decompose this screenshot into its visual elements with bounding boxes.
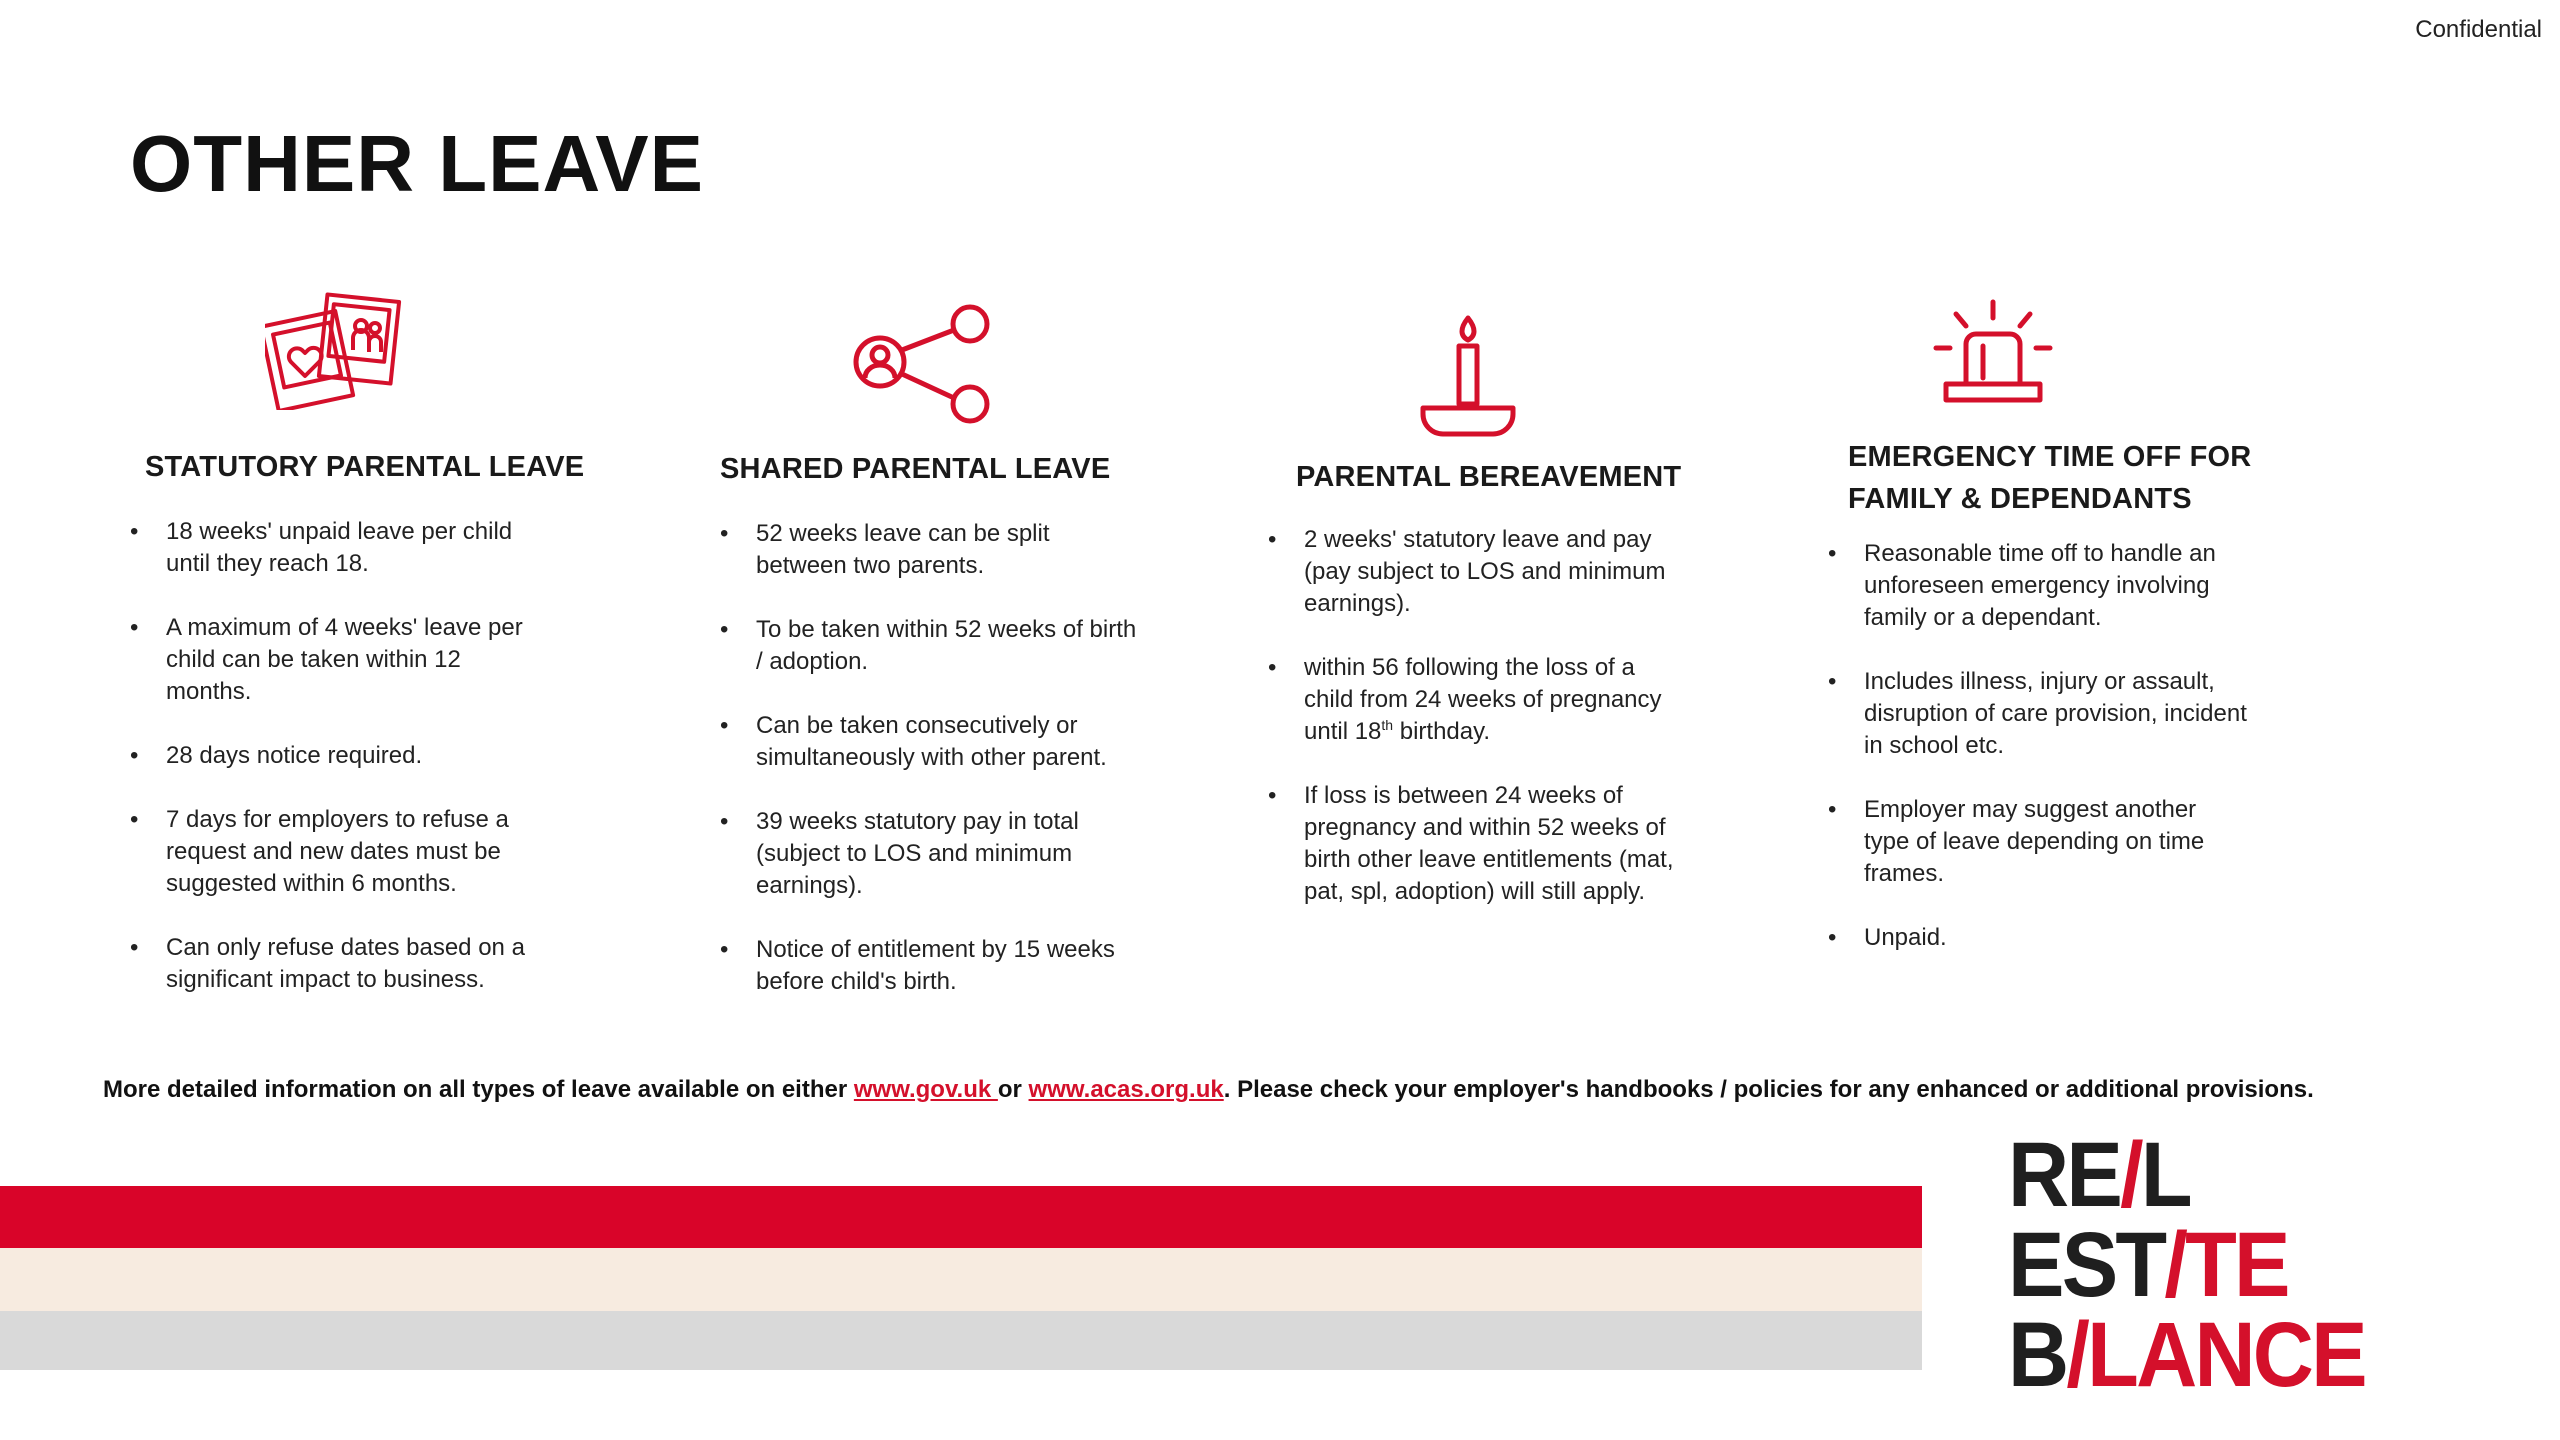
- list-item: • 28 days notice required.: [130, 740, 550, 772]
- list-item: • To be taken within 52 weeks of birth / adoption.: [720, 614, 1140, 678]
- real-estate-balance-logo: [2008, 1124, 2365, 1406]
- stripe-red: [0, 1186, 1922, 1248]
- photos-icon: [265, 290, 405, 410]
- acas-link[interactable]: www.acas.org.uk: [1028, 1076, 1224, 1103]
- page-title: OTHER LEAVE: [130, 119, 705, 208]
- footer-note: [103, 1074, 2343, 1106]
- footer-text: More detailed information on all types of leave available on either: [103, 1076, 854, 1103]
- column-heading: STATUTORY PARENTAL LEAVE: [145, 451, 585, 483]
- bullet-list: [1828, 538, 2248, 986]
- ordinal-suffix: th: [1381, 717, 1394, 733]
- list-item: • 7 days for employers to refuse a request and new dates must be suggested within 6 months.: [130, 804, 550, 900]
- logo-line: B/LANCE: [2008, 1304, 2365, 1406]
- list-item: [1268, 652, 1688, 748]
- emergency-light-icon: [1928, 298, 2058, 418]
- bullet-list: [720, 518, 1140, 1030]
- gov-uk-link[interactable]: www.gov.uk: [853, 1076, 998, 1103]
- stripe-cream: [0, 1248, 1922, 1311]
- list-item: • If loss is between 24 weeks of pregnancy and within 52 weeks of birth other leave entitlements (mat, pat, spl, adoption) will still apply.: [1268, 780, 1688, 908]
- list-item: • Includes illness, injury or assault, disruption of care provision, incident in school etc.: [1828, 666, 2248, 762]
- bullet-list: [1268, 524, 1688, 940]
- list-item: • Notice of entitlement by 15 weeks before child's birth.: [720, 934, 1140, 998]
- list-item: • A maximum of 4 weeks' leave per child can be taken within 12 months.: [130, 612, 550, 708]
- list-item: • 39 weeks statutory pay in total (subject to LOS and minimum earnings).: [720, 806, 1140, 902]
- list-item-text: within 56 following the loss of a child from 24 weeks of pregnancy until 18: [1304, 654, 1662, 745]
- share-icon: [850, 300, 1000, 430]
- list-item: • 52 weeks leave can be split between two parents.: [720, 518, 1140, 582]
- footer-text: . Please check your employer's handbooks / policies for any enhanced or additional provisions.: [1223, 1076, 2314, 1103]
- column-heading: PARENTAL BEREAVEMENT: [1296, 461, 1682, 493]
- list-item: • Employer may suggest another type of leave depending on time frames.: [1828, 794, 2248, 890]
- list-item: • 18 weeks' unpaid leave per child until they reach 18.: [130, 516, 550, 580]
- confidential-label: Confidential: [2415, 16, 2542, 43]
- stripe-grey: [0, 1311, 1922, 1370]
- footer-text: or: [997, 1076, 1029, 1103]
- list-item-text: birthday.: [1393, 718, 1491, 745]
- list-item: • 2 weeks' statutory leave and pay (pay subject to LOS and minimum earnings).: [1268, 524, 1688, 620]
- heading-line: FAMILY & DEPENDANTS: [1848, 483, 2192, 515]
- column-heading: [1848, 436, 2448, 520]
- heading-line: EMERGENCY TIME OFF FOR: [1848, 441, 2252, 473]
- logo-line: EST/TE: [2008, 1214, 2288, 1316]
- list-item: • Reasonable time off to handle an unforeseen emergency involving family or a dependant.: [1828, 538, 2248, 634]
- list-item: • Can be taken consecutively or simultaneously with other parent.: [720, 710, 1140, 774]
- bullet-list: [130, 516, 550, 1028]
- list-item: • Unpaid.: [1828, 922, 2248, 954]
- list-item: • Can only refuse dates based on a significant impact to business.: [130, 932, 550, 996]
- logo-line: RE/L: [2008, 1124, 2190, 1226]
- candle-icon: [1413, 310, 1523, 440]
- column-heading: SHARED PARENTAL LEAVE: [720, 453, 1111, 485]
